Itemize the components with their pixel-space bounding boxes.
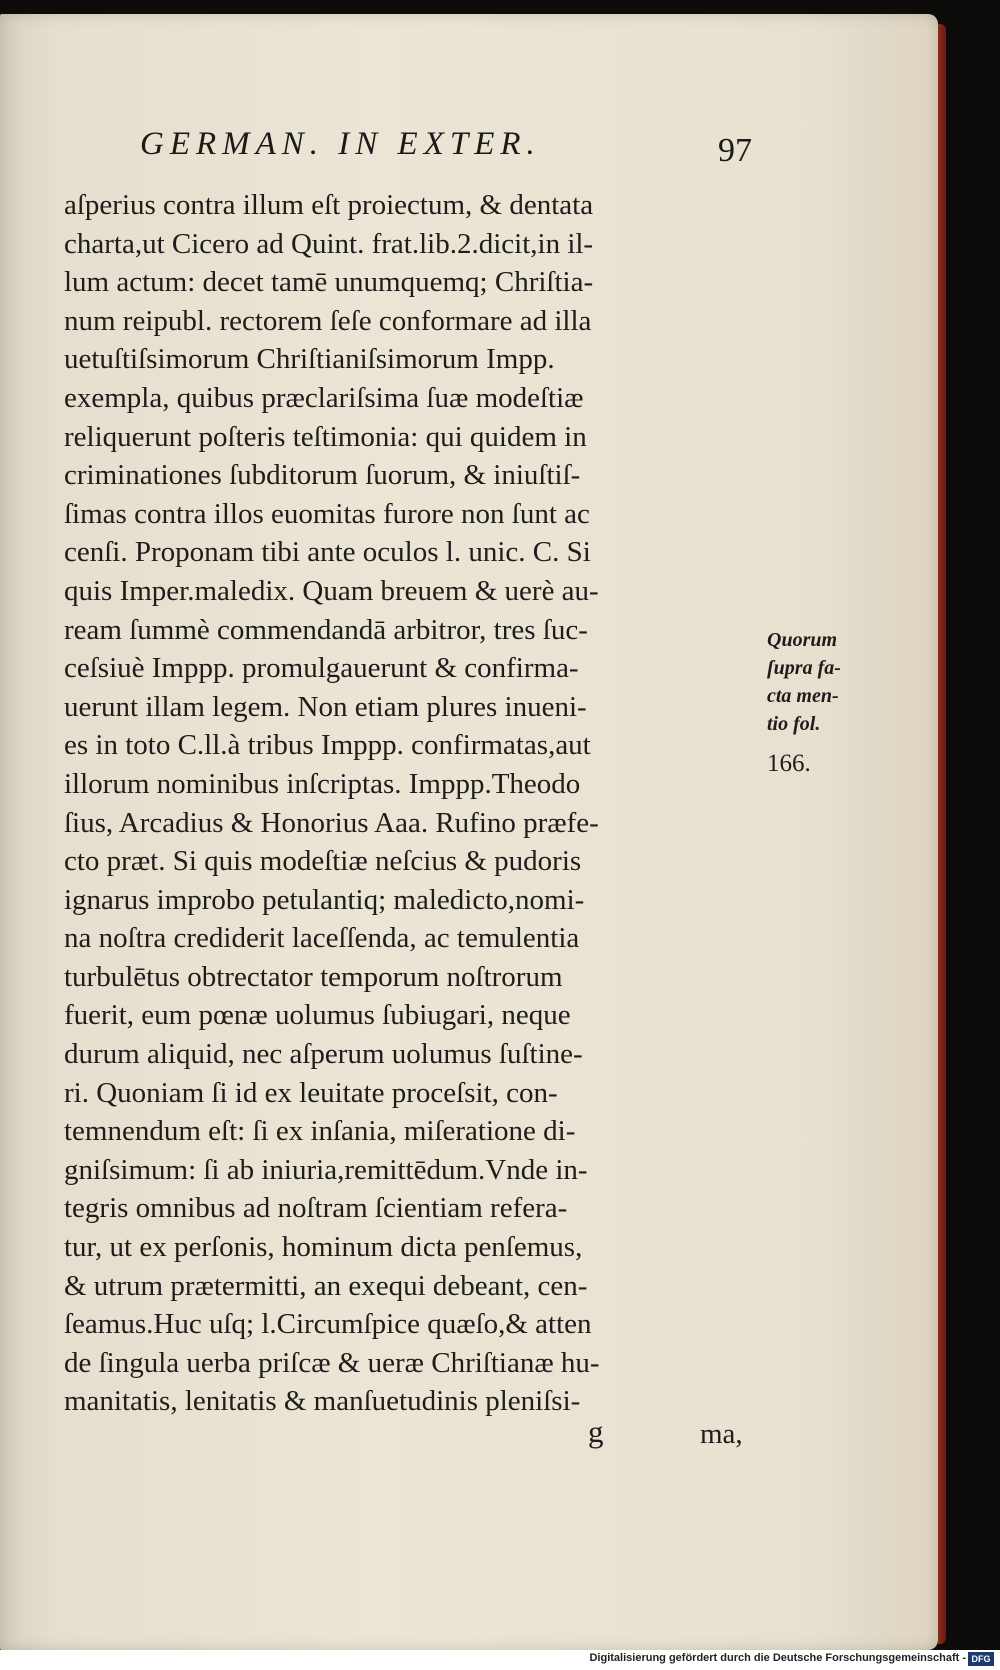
margin-note-line: ſupra fa- xyxy=(767,657,841,679)
text-line: ream ſummè commendandā arbitror, tres ſuc- xyxy=(64,613,588,646)
text-line: ceſsiuè Imppp. promulgauerunt & confirma- xyxy=(64,652,579,685)
catchword: ma, xyxy=(700,1418,743,1450)
text-line: lum actum: decet tamē unumquemq; Chriſtia- xyxy=(64,266,594,299)
text-line: ignarus improbo petulantiq; maledicto,nomi- xyxy=(64,883,585,916)
text-line: uerunt illam legem. Non etiam plures inueni- xyxy=(64,690,587,723)
text-line: charta,ut Cicero ad Quint. frat.lib.2.dicit,in il- xyxy=(64,227,594,260)
text-line: exempla, quibus præclariſsima ſuæ modeſtiæ xyxy=(64,381,584,414)
text-line: quis Imper.maledix. Quam breuem & uerè au- xyxy=(64,574,599,607)
text-line: cenſi. Proponam tibi ante oculos l. unic. C. Si xyxy=(64,536,591,569)
page-number: 97 xyxy=(718,132,752,169)
text-line: manitatis, lenitatis & manſuetudinis pleniſsi- xyxy=(64,1385,581,1418)
text-line: durum aliquid, nec aſperum uolumus ſuſtine- xyxy=(64,1038,583,1071)
text-line: ſeamus.Huc uſq; l.Circumſpice quæſo,& atten xyxy=(64,1308,592,1341)
text-line: uetuſtiſsimorum Chriſtianiſsimorum Impp. xyxy=(64,343,555,376)
text-line: temnendum eſt: ſi ex inſania, miſeratione di- xyxy=(64,1115,576,1148)
text-line: aſperius contra illum eſt proiectum, & dentata xyxy=(64,189,594,221)
text-line: turbulētus obtrectator temporum noſtrorum xyxy=(64,960,563,993)
margin-note-line: Quorum xyxy=(767,629,838,651)
running-head: GERMAN. IN EXTER. xyxy=(140,126,541,162)
signature-mark: g xyxy=(588,1414,604,1449)
text-line: fuerit, eum pœnæ uolumus ſubiugari, neque xyxy=(64,999,571,1032)
body-text xyxy=(64,186,764,1421)
text-line: illorum nominibus inſcriptas. Imppp.Theodo xyxy=(64,767,581,800)
page-edge xyxy=(938,24,946,1644)
margin-note-line: cta men- xyxy=(767,685,839,707)
text-line: cto præt. Si quis modeſtiæ neſcius & pudoris xyxy=(64,845,582,878)
funding-credit: Digitalisierung gefördert durch die Deutsche Forschungsgemeinschaft - xyxy=(589,1652,966,1664)
text-line: es in toto C.ll.à tribus Imppp. confirmatas,aut xyxy=(64,729,591,762)
text-line: ri. Quoniam ſi id ex leuitate proceſsit, con- xyxy=(64,1076,558,1109)
text-line: reliquerunt poſteris teſtimonia: qui quidem in xyxy=(64,420,587,453)
text-line: criminationes ſubditorum ſuorum, & iniuſtiſ- xyxy=(64,459,581,492)
text-line: & utrum prætermitti, an exequi debeant, cen- xyxy=(64,1269,588,1302)
text-line: de ſingula uerba priſcæ & ueræ Chriſtianæ hu- xyxy=(64,1346,600,1379)
dfg-logo-icon: DFG xyxy=(968,1652,994,1666)
text-line: tegris omnibus ad noſtram ſcientiam refera- xyxy=(64,1192,568,1225)
text-line: ſimas contra illos euomitas furore non ſunt ac xyxy=(64,497,590,530)
text-line: gniſsimum: ſi ab iniuria,remittēdum.Vnde in- xyxy=(64,1153,588,1186)
margin-note-line: tio fol. xyxy=(767,713,821,735)
text-line: num reipubl. rectorem ſeſe conformare ad illa xyxy=(64,304,592,337)
text-line: na noſtra crediderit laceſſenda, ac temulentia xyxy=(64,922,580,955)
text-line: tur, ut ex perſonis, hominum dicta penſemus, xyxy=(64,1231,583,1264)
book-page xyxy=(0,14,938,1650)
margin-note-folio: 166. xyxy=(767,750,811,777)
text-line: ſius, Arcadius & Honorius Aaa. Rufino præfe- xyxy=(64,806,599,839)
margin-note xyxy=(767,626,877,738)
